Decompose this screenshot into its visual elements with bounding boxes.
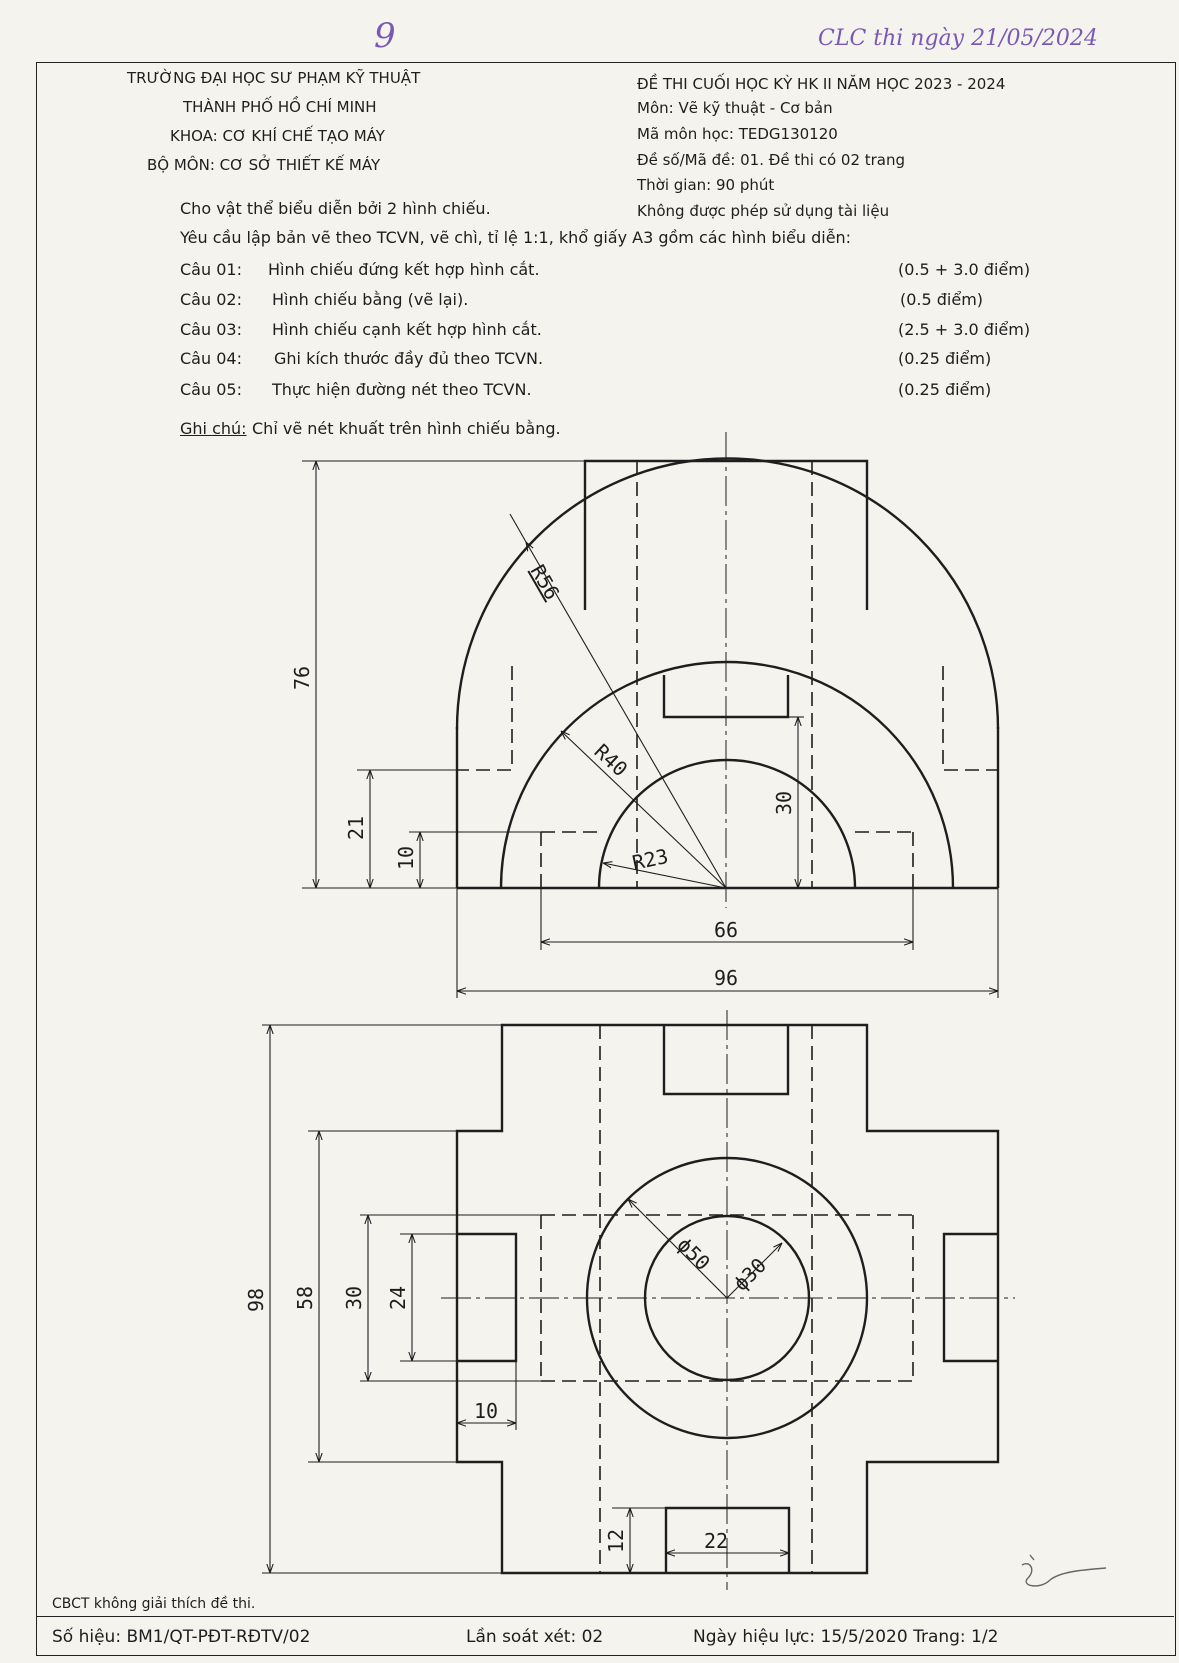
invigilator-note: CBCT không giải thích đề thi. bbox=[52, 1596, 256, 1612]
leader-r56-ext bbox=[510, 514, 526, 542]
dim-label-12: 12 bbox=[604, 1528, 628, 1553]
question-points: (0.5 điểm) bbox=[900, 290, 984, 309]
question-points: (0.25 điểm) bbox=[898, 349, 992, 368]
department-name: BỘ MÔN: CƠ SỞ THIẾT KẾ MÁY bbox=[147, 156, 381, 174]
document-number: Số hiệu: BM1/QT-PĐT-RĐTV/02 bbox=[52, 1627, 311, 1647]
question-number: Câu 04: bbox=[180, 349, 242, 368]
dim-label-r23: R23 bbox=[630, 843, 671, 875]
question-text: Hình chiếu bằng (vẽ lại). bbox=[272, 290, 469, 309]
exam-title: ĐỀ THI CUỐI HỌC KỲ HK II NĂM HỌC 2023 - 2024 bbox=[637, 75, 1006, 93]
faculty-name: KHOA: CƠ KHÍ CHẾ TẠO MÁY bbox=[170, 127, 385, 145]
question-points: (2.5 + 3.0 điểm) bbox=[898, 320, 1031, 339]
dim-label-98: 98 bbox=[244, 1287, 268, 1312]
question-number: Câu 02: bbox=[180, 290, 242, 309]
dim-label-d30: ϕ30 bbox=[728, 1253, 772, 1296]
question-number: Câu 03: bbox=[180, 320, 242, 339]
handwritten-exam-date-note: CLC thi ngày 21/05/2024 bbox=[818, 26, 1098, 51]
dim-label-10-tv: 10 bbox=[474, 1399, 499, 1423]
dim-label-58: 58 bbox=[293, 1285, 317, 1310]
subject-code: Mã môn học: TEDG130120 bbox=[637, 125, 838, 143]
dim-label-21: 21 bbox=[344, 815, 368, 840]
dim-label-24: 24 bbox=[386, 1285, 410, 1310]
intro-given: Cho vật thể biểu diễn bởi 2 hình chiếu. bbox=[180, 199, 491, 218]
question-text: Thực hiện đường nét theo TCVN. bbox=[272, 380, 532, 399]
effective-date-and-page: Ngày hiệu lực: 15/5/2020 Trang: 1/2 bbox=[693, 1627, 999, 1647]
question-number: Câu 05: bbox=[180, 380, 242, 399]
top-view bbox=[262, 1010, 1015, 1590]
question-number: Câu 01: bbox=[180, 260, 242, 279]
question-text: Hình chiếu cạnh kết hợp hình cắt. bbox=[272, 320, 542, 339]
top-view-upper-slot bbox=[664, 1025, 788, 1094]
university-name: TRƯỜNG ĐẠI HỌC SƯ PHẠM KỸ THUẬT bbox=[127, 69, 421, 87]
city-name: THÀNH PHỐ HỒ CHÍ MINH bbox=[183, 98, 377, 116]
front-view bbox=[302, 432, 998, 998]
exam-subject: Môn: Vẽ kỹ thuật - Cơ bản bbox=[637, 99, 833, 117]
middle-arc-r40 bbox=[501, 662, 953, 888]
dim-label-22: 22 bbox=[704, 1529, 729, 1553]
dim-label-r56: R56 bbox=[525, 560, 565, 604]
dim-label-96: 96 bbox=[714, 966, 739, 990]
dim-label-66: 66 bbox=[714, 918, 739, 942]
intro-requirement: Yêu cầu lập bản vẽ theo TCVN, vẽ chì, tỉ lệ 1:1, khổ giấy A3 gồm các hình biểu diễn: bbox=[180, 228, 852, 247]
exam-duration: Thời gian: 90 phút bbox=[637, 176, 775, 194]
dim-label-76: 76 bbox=[290, 665, 314, 690]
materials-rule: Không được phép sử dụng tài liệu bbox=[637, 202, 890, 220]
dim-label-30: 30 bbox=[772, 790, 796, 815]
question-points: (0.25 điểm) bbox=[898, 380, 992, 399]
dim-label-d50: ϕ50 bbox=[672, 1232, 715, 1276]
dim-label-30-tv: 30 bbox=[342, 1285, 366, 1310]
exam-number: Đề số/Mã đề: 01. Đề thi có 02 trang bbox=[637, 151, 906, 169]
question-points: (0.5 + 3.0 điểm) bbox=[898, 260, 1031, 279]
dim-label-r40: R40 bbox=[589, 739, 633, 782]
dim-label-10: 10 bbox=[394, 845, 418, 870]
signature bbox=[1022, 1555, 1106, 1586]
note-text: Chỉ vẽ nét khuất trên hình chiếu bằng. bbox=[252, 419, 561, 438]
hidden-lines-front bbox=[457, 461, 998, 888]
question-text: Ghi kích thước đầy đủ theo TCVN. bbox=[274, 349, 544, 368]
footer-divider bbox=[36, 1616, 1174, 1617]
handwritten-page-mark: 9 bbox=[374, 16, 396, 56]
question-text: Hình chiếu đứng kết hợp hình cắt. bbox=[268, 260, 540, 279]
note-label: Ghi chú: bbox=[180, 419, 247, 438]
revision-number: Lần soát xét: 02 bbox=[466, 1627, 604, 1647]
